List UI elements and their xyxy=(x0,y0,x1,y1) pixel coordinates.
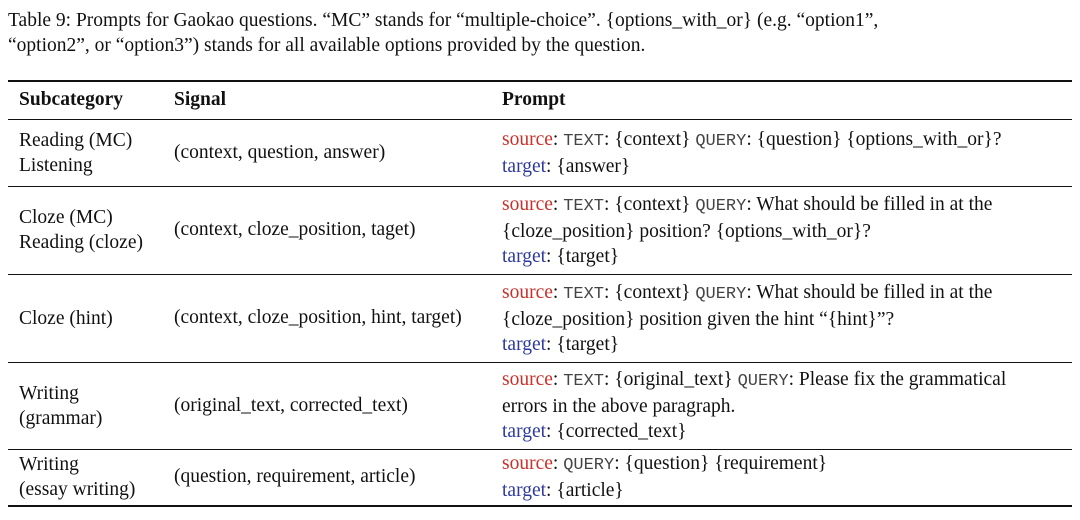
target-value: {article} xyxy=(556,480,624,502)
subcategory-line: Cloze (MC) xyxy=(19,207,113,228)
target-label: target xyxy=(502,421,547,442)
source-query-value: {question} {options_with_or}? xyxy=(756,128,1002,150)
prompt-source-line: source: TEXT: {context} QUERY: {question} {options_with_or}? xyxy=(502,128,1002,151)
header-signal: Signal xyxy=(174,81,502,119)
subcategory-line: (grammar) xyxy=(19,407,103,429)
target-label: target xyxy=(502,155,547,177)
query-keyword: QUERY xyxy=(695,284,747,304)
text-keyword: TEXT xyxy=(563,196,605,216)
prompt-target-line: target: {article} xyxy=(502,480,624,502)
target-label: target xyxy=(502,333,547,355)
prompt-cell xyxy=(502,449,1072,506)
caption-line-2: “option2”, or “option3”) stands for all available options provided by the question. xyxy=(8,35,646,56)
table-row xyxy=(8,449,1072,506)
subcategory-line: Writing xyxy=(19,382,79,404)
subcategory-cell xyxy=(8,186,174,274)
caption-line-1: Table 9: Prompts for Gaokao questions. “MC” stands for “multiple-choice”. {options_with_or} (e.g. “option1”, xyxy=(8,10,879,31)
prompt-source-continuation: {cloze_position} position given the hint “{hint}”? xyxy=(502,308,895,330)
header-prompt: Prompt xyxy=(502,81,1072,119)
prompt-target-line: target: {corrected_text} xyxy=(502,421,687,442)
target-label: target xyxy=(502,480,547,502)
source-query-value: Please fix the grammatical xyxy=(798,369,1007,390)
source-query-value: What should be filled in at the xyxy=(756,281,993,303)
prompt-cell xyxy=(502,186,1072,274)
target-label: target xyxy=(502,245,547,267)
prompt-source-continuation: errors in the above paragraph. xyxy=(502,396,736,417)
query-keyword: QUERY xyxy=(737,372,789,391)
prompt-target-line: target: {answer} xyxy=(502,155,631,177)
prompt-target-line: target: {target} xyxy=(502,333,620,355)
subcategory-cell xyxy=(8,119,174,186)
prompt-source-continuation: {cloze_position} position? {options_with_or}? xyxy=(502,220,871,242)
table-row xyxy=(8,119,1072,186)
query-keyword: QUERY xyxy=(563,456,615,476)
target-value: {answer} xyxy=(556,155,631,177)
subcategory-line: Cloze (hint) xyxy=(19,307,113,329)
prompt-target-line: target: {target} xyxy=(502,245,620,267)
source-query-value: {question} {requirement} xyxy=(624,453,828,475)
signal-cell: (context, cloze_position, taget) xyxy=(174,186,502,274)
source-text-value: {context} xyxy=(614,128,691,150)
subcategory-cell xyxy=(8,274,174,362)
header-row xyxy=(8,81,1072,119)
table-row xyxy=(8,186,1072,274)
query-keyword: QUERY xyxy=(695,196,747,216)
source-query-value: What should be filled in at the xyxy=(756,193,993,215)
subcategory-line: (essay writing) xyxy=(19,479,136,501)
source-label: source xyxy=(502,369,553,390)
table-caption xyxy=(8,8,1074,58)
prompt-source-line: source: TEXT: {context} QUERY: What should be filled in at the xyxy=(502,193,993,216)
subcategory-cell xyxy=(8,449,174,506)
source-text-value: {context} xyxy=(614,193,691,215)
subcategory-line: Reading (cloze) xyxy=(19,232,143,253)
header-subcategory: Subcategory xyxy=(8,81,174,119)
signal-cell: (question, requirement, article) xyxy=(174,449,502,506)
query-keyword: QUERY xyxy=(695,131,747,151)
prompt-cell xyxy=(502,274,1072,362)
subcategory-cell xyxy=(8,362,174,449)
table-row xyxy=(8,274,1072,362)
source-label: source xyxy=(502,193,553,215)
source-text-value: {original_text} xyxy=(614,369,733,390)
prompts-table xyxy=(8,80,1072,507)
source-label: source xyxy=(502,128,553,150)
target-value: {target} xyxy=(556,245,620,267)
prompt-source-line: source: TEXT: {original_text} QUERY: Please fix the grammatical xyxy=(502,369,1007,391)
prompt-cell xyxy=(502,119,1072,186)
prompt-source-line: source: TEXT: {context} QUERY: What should be filled in at the xyxy=(502,281,993,304)
source-text-value: {context} xyxy=(614,281,691,303)
signal-cell: (original_text, corrected_text) xyxy=(174,362,502,449)
table-row xyxy=(8,362,1072,449)
prompt-cell xyxy=(502,362,1072,449)
text-keyword: TEXT xyxy=(563,284,605,304)
target-value: {target} xyxy=(556,333,620,355)
prompt-source-line: source: QUERY: {question} {requirement} xyxy=(502,453,828,476)
text-keyword: TEXT xyxy=(563,372,605,391)
target-value: {corrected_text} xyxy=(556,421,687,442)
source-label: source xyxy=(502,281,553,303)
text-keyword: TEXT xyxy=(563,131,605,151)
subcategory-line: Writing xyxy=(19,454,79,476)
subcategory-line: Listening xyxy=(19,154,93,176)
source-label: source xyxy=(502,453,553,475)
signal-cell: (context, cloze_position, hint, target) xyxy=(174,274,502,362)
signal-cell: (context, question, answer) xyxy=(174,119,502,186)
subcategory-line: Reading (MC) xyxy=(19,129,133,151)
